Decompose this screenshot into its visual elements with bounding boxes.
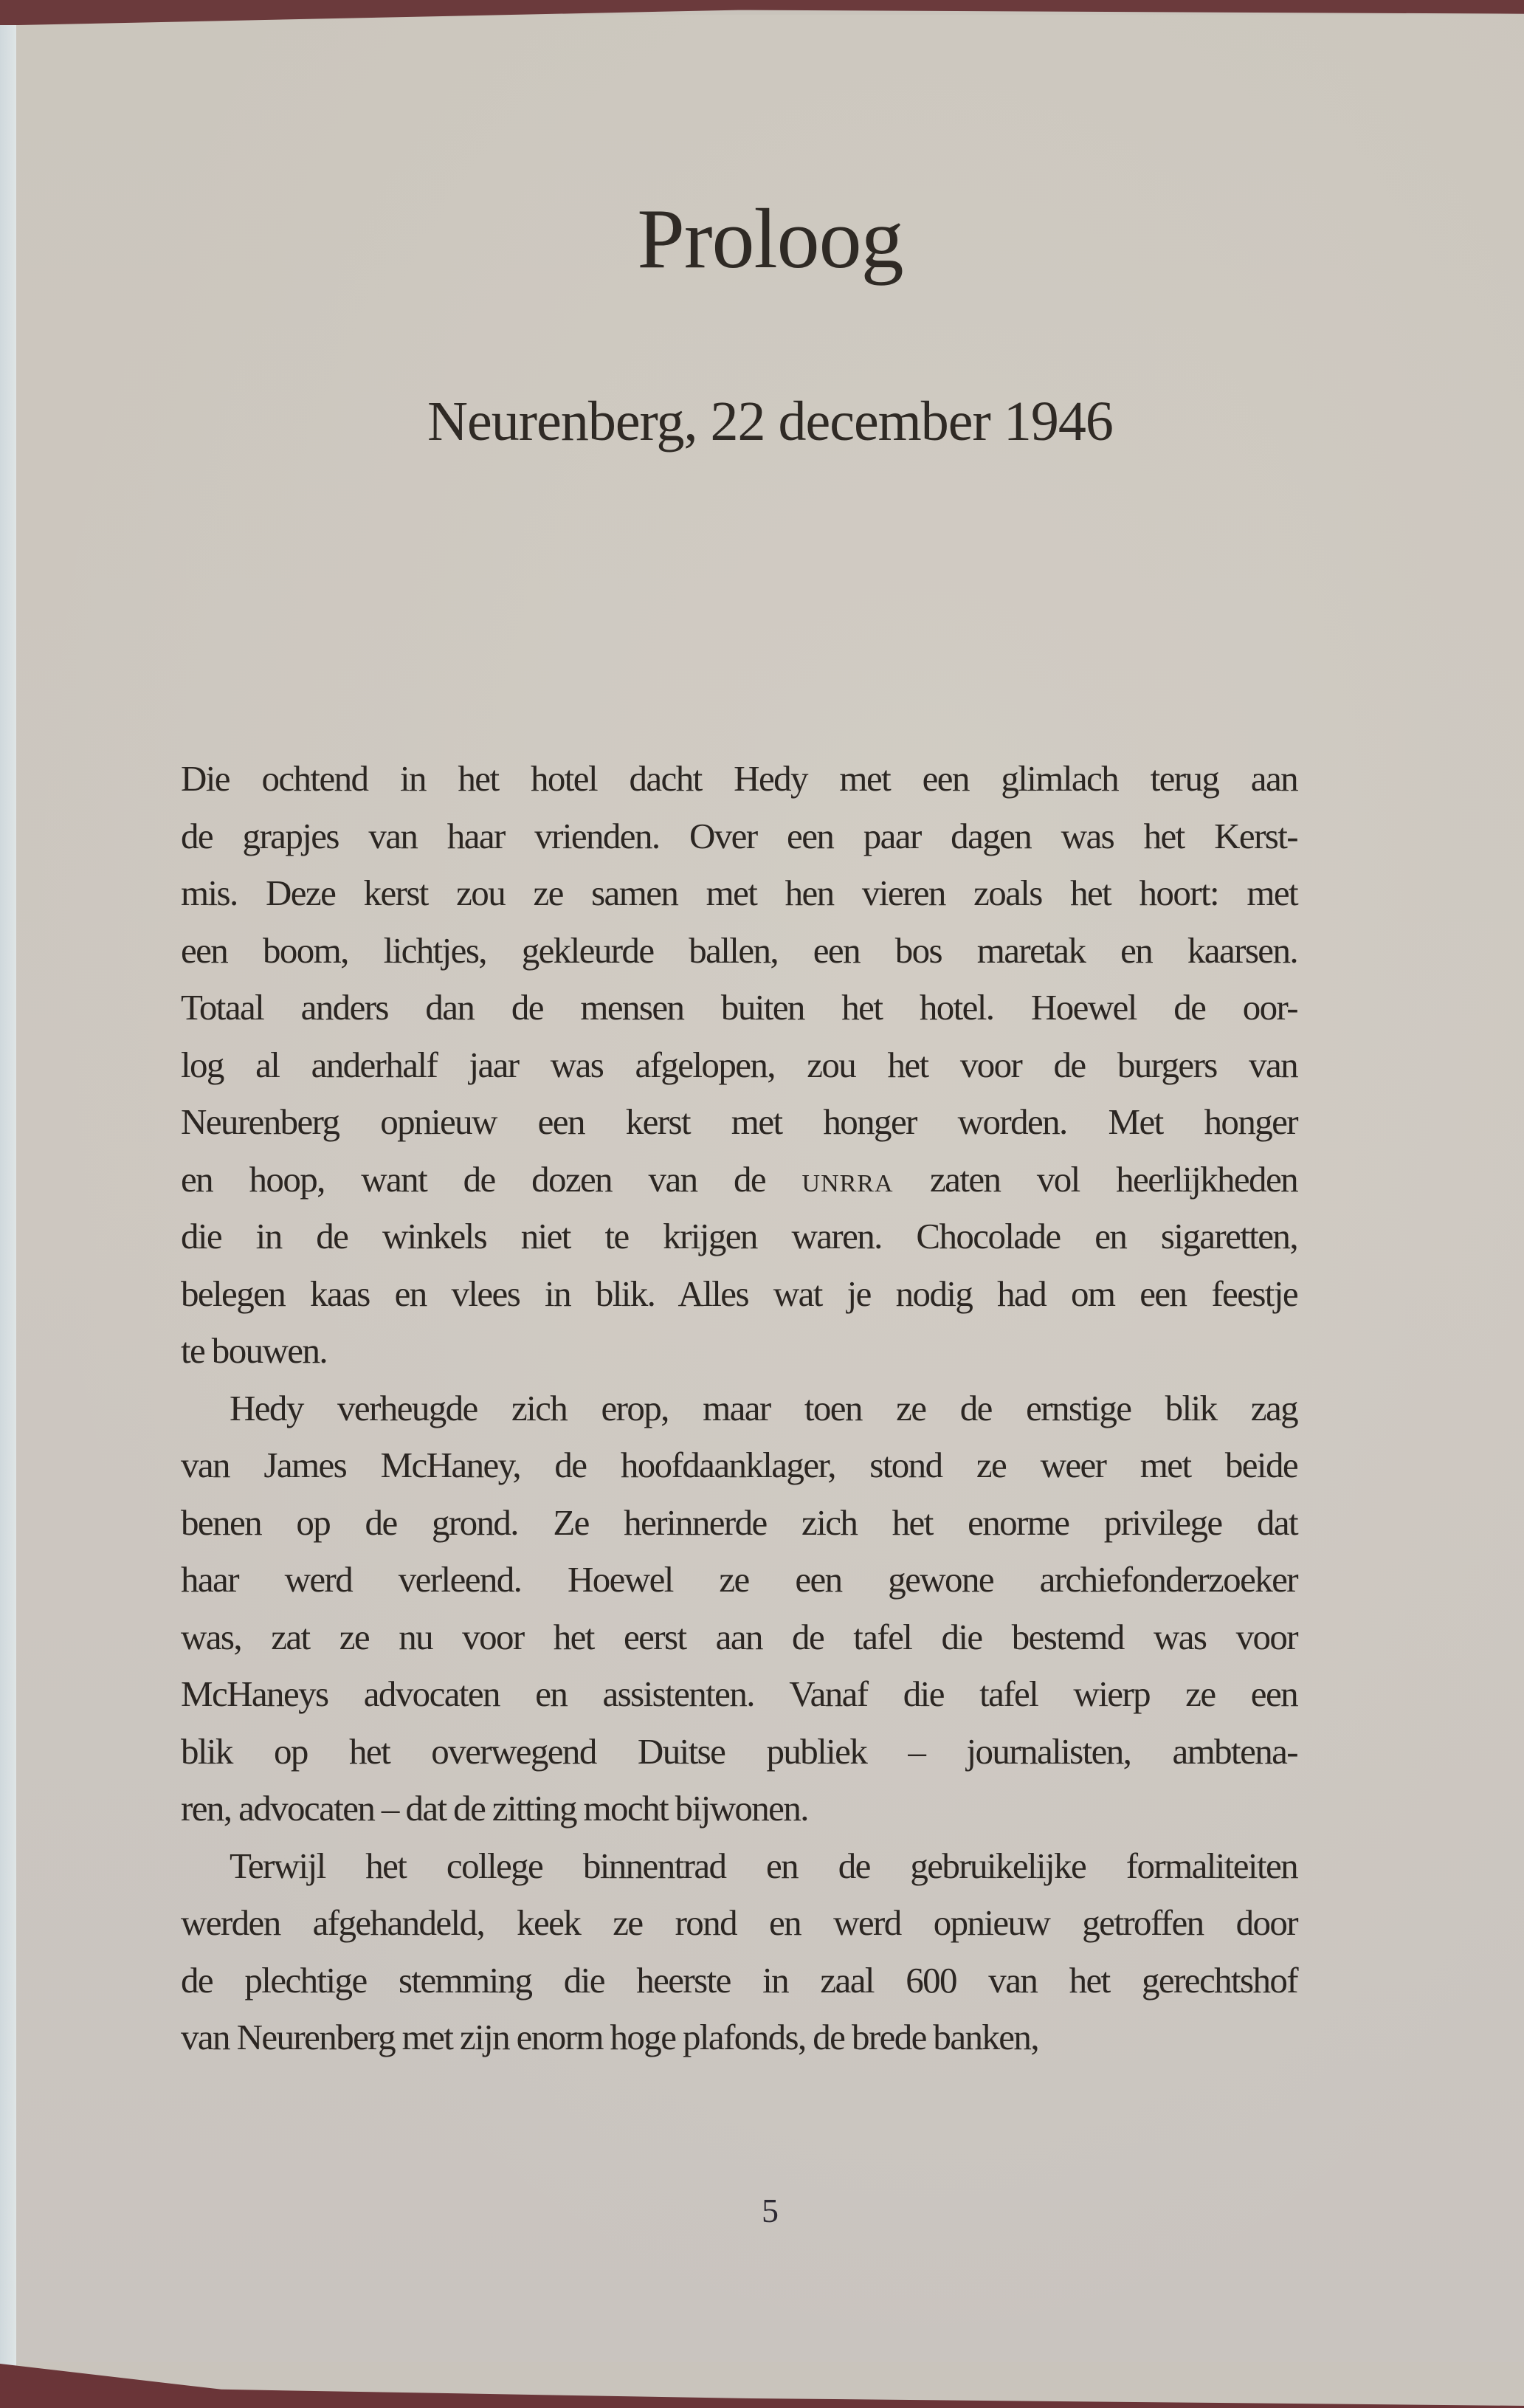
text-line: Die ochtend in het hotel dacht Hedy met een glimlach terug aan <box>181 758 1297 799</box>
paragraph <box>181 750 1297 1380</box>
text-line <box>181 1151 1297 1208</box>
page-left-edge <box>0 0 16 2408</box>
text-line: mis. Deze kerst zou ze samen met hen vieren zoals het hoort: met <box>181 873 1297 913</box>
text-line: Totaal anders dan de mensen buiten het hotel. Hoewel de oor- <box>181 987 1297 1028</box>
acronym-smallcaps: unrra <box>801 1158 894 1200</box>
text-segment: en hoop, want de dozen van de <box>181 1158 802 1200</box>
text-line: een boom, lichtjes, gekleurde ballen, een bos maretak en kaarsen. <box>181 929 1297 971</box>
text-line: Neurenberg opnieuw een kerst met honger worden. Met honger <box>181 1101 1297 1142</box>
paragraph <box>181 1837 1297 2066</box>
text-line: de plechtige stemming die heerste in zaal 600 van het gerechtshof <box>181 1959 1297 2001</box>
chapter-title: Proloog <box>637 192 903 286</box>
text-line: van Neurenberg met zijn enorm hoge plafonds, de brede banken, <box>181 2017 1038 2057</box>
text-line: Terwijl het college binnentrad en de gebruikelijke formaliteiten <box>230 1845 1297 1886</box>
text-line: Hedy verheugde zich erop, maar toen ze de ernstige blik zag <box>230 1387 1297 1428</box>
text-line: werden afgehandeld, keek ze rond en werd opnieuw getroffen door <box>181 1902 1297 1943</box>
chapter-subtitle: Neurenberg, 22 december 1946 <box>427 391 1113 453</box>
text-line: belegen kaas en vlees in blik. Alles wat je nodig had om een feestje <box>181 1273 1297 1314</box>
text-line: die in de winkels niet te krijgen waren. Chocolade en sigaretten, <box>181 1216 1297 1256</box>
body-text <box>181 750 1297 2066</box>
text-line: haar werd verleend. Hoewel ze een gewone archiefonderzoeker <box>181 1559 1297 1600</box>
book-page <box>16 15 1524 2362</box>
paragraph <box>181 1380 1297 1837</box>
text-line: van James McHaney, de hoofdaanklager, stond ze weer met beide <box>181 1445 1297 1485</box>
text-line: ren, advocaten – dat de zitting mocht bijwonen. <box>181 1788 808 1829</box>
text-line: blik op het overwegend Duitse publiek – journalisten, ambtena- <box>181 1730 1297 1772</box>
text-line: was, zat ze nu voor het eerst aan de tafel die bestemd was voor <box>181 1616 1297 1657</box>
text-line: de grapjes van haar vrienden. Over een paar dagen was het Kerst- <box>181 815 1297 856</box>
book-binding-bottom <box>0 2364 1524 2408</box>
text-line: log al anderhalf jaar was afgelopen, zou het voor de burgers van <box>181 1044 1297 1085</box>
page-number: 5 <box>762 2192 779 2229</box>
text-line: te bouwen. <box>181 1330 327 1371</box>
text-segment: zaten vol heerlijkheden <box>893 1158 1297 1200</box>
text-line: McHaneys advocaten en assistenten. Vanaf die tafel wierp ze een <box>181 1673 1297 1714</box>
text-line: benen op de grond. Ze herinnerde zich het enorme privilege dat <box>181 1501 1297 1543</box>
